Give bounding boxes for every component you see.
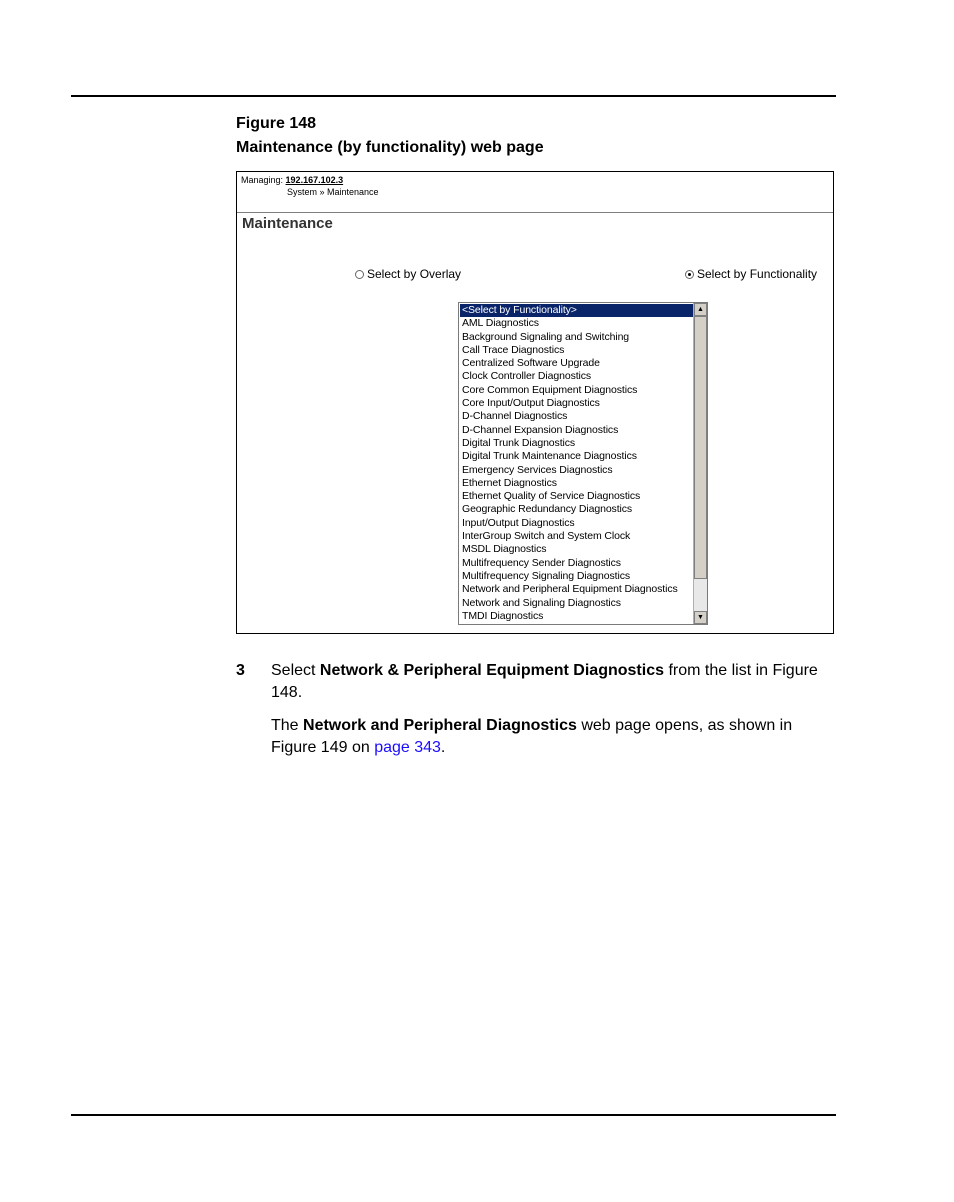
functionality-list[interactable] [460, 304, 694, 623]
radio-unchecked-icon[interactable] [355, 270, 364, 279]
list-item[interactable]: Background Signaling and Switching [462, 330, 630, 343]
figure-title: Maintenance (by functionality) web page [236, 139, 544, 156]
list-item[interactable]: Input/Output Diagnostics [462, 516, 575, 529]
top-rule [71, 95, 836, 97]
list-item[interactable]: Call Trace Diagnostics [462, 343, 565, 356]
list-item[interactable]: MSDL Diagnostics [462, 543, 547, 556]
list-item[interactable]: Emergency Services Diagnostics [462, 463, 613, 476]
header-divider [237, 212, 833, 213]
text: web page opens, as shown in Figure 149 on [271, 717, 793, 756]
list-item[interactable]: Ethernet Quality of Service Diagnostics [462, 490, 641, 503]
step-paragraph-1 [271, 660, 841, 704]
list-item[interactable]: D-Channel Expansion Diagnostics [462, 423, 619, 436]
list-item[interactable]: AML Diagnostics [462, 317, 539, 330]
list-item[interactable]: InterGroup Switch and System Clock [462, 530, 631, 543]
radio-checked-icon[interactable] [685, 270, 694, 279]
list-item[interactable]: Clock Controller Diagnostics [462, 370, 592, 383]
listbox-scrollbar[interactable] [693, 303, 707, 624]
list-item[interactable]: <Select by Functionality> [460, 304, 694, 317]
figure-number: Figure 148 [236, 115, 317, 132]
list-item[interactable]: Geographic Redundancy Diagnostics [462, 503, 633, 516]
list-item[interactable]: Multifrequency Sender Diagnostics [462, 556, 621, 569]
screenshot-figure [236, 171, 834, 634]
bold-text: Network & Peripheral Equipment Diagnostics [319, 662, 664, 679]
step-paragraph-2 [271, 715, 841, 759]
list-item[interactable]: Core Input/Output Diagnostics [462, 397, 600, 410]
list-item[interactable]: Core Common Equipment Diagnostics [462, 383, 638, 396]
page-title: Maintenance [242, 215, 333, 232]
list-item[interactable]: Network and Signaling Diagnostics [462, 596, 621, 609]
scroll-thumb[interactable] [694, 316, 707, 579]
managing-ip-link[interactable]: 192.167.102.3 [285, 175, 344, 185]
breadcrumb: System » Maintenance [287, 187, 379, 197]
list-item[interactable]: Digital Trunk Diagnostics [462, 436, 576, 449]
bottom-rule [71, 1114, 836, 1116]
list-item[interactable]: Centralized Software Upgrade [462, 357, 600, 370]
scroll-up-arrow-icon[interactable]: ▲ [694, 303, 707, 316]
list-item[interactable]: TMDI Diagnostics [462, 609, 544, 622]
select-by-overlay-radio[interactable] [355, 267, 461, 281]
managing-line [241, 174, 343, 186]
text: . [440, 739, 446, 756]
text: from the list in Figure 148. [271, 662, 818, 701]
scroll-down-arrow-icon[interactable]: ▼ [694, 611, 707, 624]
managing-label: Managing: [241, 175, 284, 185]
text: The [271, 717, 304, 734]
list-item[interactable]: Ethernet Diagnostics [462, 476, 557, 489]
page-343-link[interactable]: page 343 [374, 739, 441, 756]
list-item[interactable]: Multifrequency Signaling Diagnostics [462, 569, 630, 582]
bold-text: Network and Peripheral Diagnostics [303, 717, 577, 734]
list-item[interactable]: D-Channel Diagnostics [462, 410, 568, 423]
select-by-functionality-label: Select by Functionality [697, 267, 818, 281]
step-number: 3 [236, 662, 245, 679]
functionality-listbox[interactable] [458, 302, 708, 625]
select-by-functionality-radio[interactable] [685, 267, 817, 281]
select-by-overlay-label: Select by Overlay [367, 267, 462, 281]
list-item[interactable]: Network and Peripheral Equipment Diagnostics [462, 583, 678, 596]
text: Select [271, 662, 320, 679]
list-item[interactable]: Digital Trunk Maintenance Diagnostics [462, 450, 637, 463]
